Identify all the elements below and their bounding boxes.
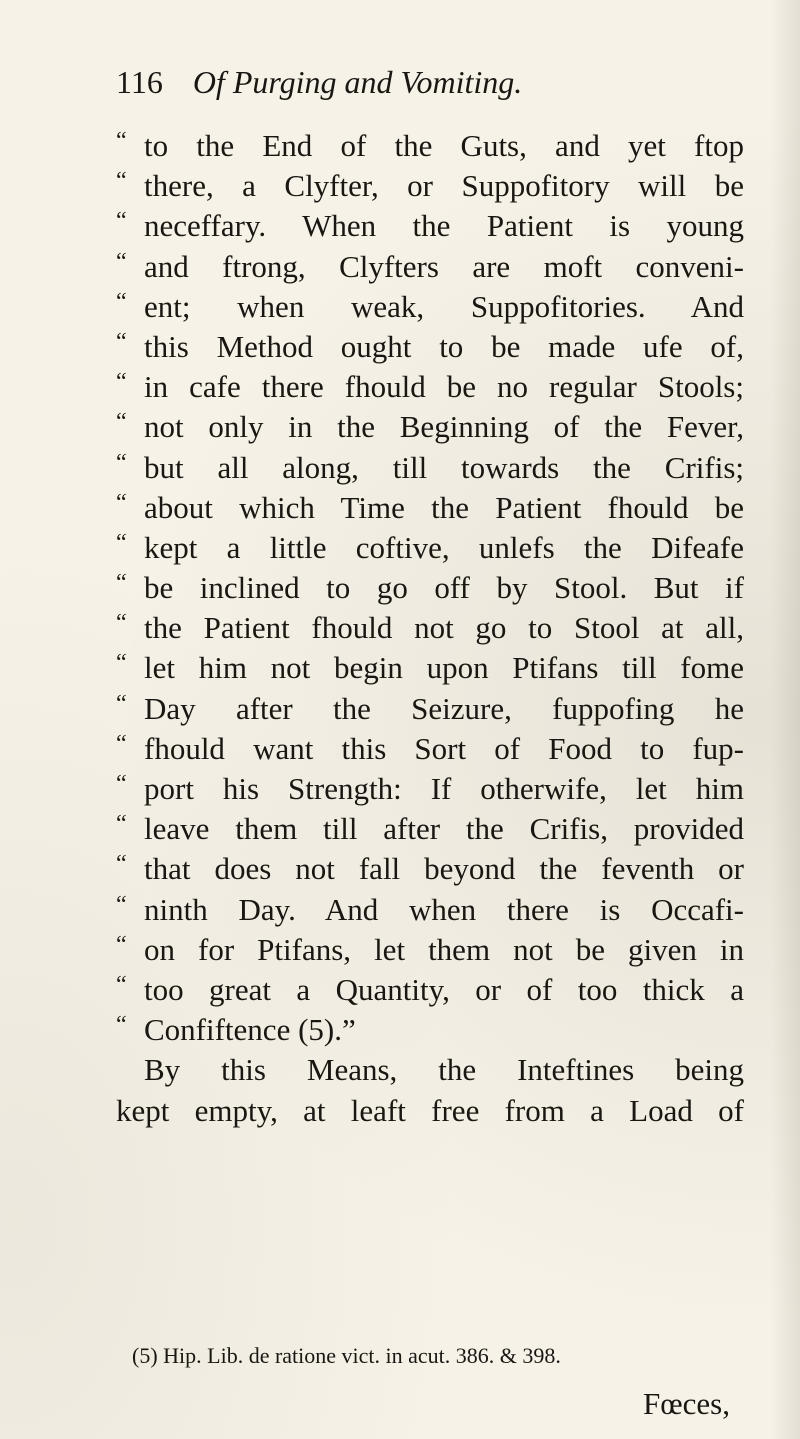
quote-mark: “ — [116, 288, 127, 315]
text-line: “ leave them till after the Crifis, provided — [116, 809, 744, 849]
quote-mark: “ — [116, 811, 127, 838]
text-line: “ to the End of the Guts, and yet ftop — [116, 126, 744, 166]
text-line: “ on for Ptifans, let them not be given in — [116, 930, 744, 970]
text-line: “ there, a Clyfter, or Suppofitory will be — [116, 166, 744, 206]
quote-mark: “ — [116, 891, 127, 918]
text-line: “ not only in the Beginning of the Fever, — [116, 407, 744, 447]
quote-mark: “ — [116, 409, 127, 436]
text-line: “ fhould want this Sort of Food to fup- — [116, 729, 744, 769]
quote-mark: “ — [116, 690, 127, 717]
text-line: “ that does not fall beyond the feventh or — [116, 849, 744, 889]
footnote: (5) Hip. Lib. de ratione vict. in acut. 386. & 398. — [132, 1343, 561, 1368]
page-number: 116 — [116, 64, 163, 100]
text-line: “ this Method ought to be made ufe of, — [116, 327, 744, 367]
text-line: “ Confiftence (5).” — [116, 1010, 744, 1050]
quote-mark: “ — [116, 1012, 127, 1039]
text-line: “ Day after the Seizure, fuppofing he — [116, 689, 744, 729]
running-title: Of Purging and Vomiting. — [192, 64, 523, 100]
quote-mark: “ — [116, 771, 127, 797]
quote-mark: “ — [116, 851, 127, 878]
quote-mark: “ — [116, 128, 127, 154]
quote-mark: “ — [116, 570, 127, 597]
page-header — [116, 64, 522, 101]
text-line: “ the Patient fhould not go to Stool at all, — [116, 608, 744, 648]
text-line: “ and ftrong, Clyfters are moft conveni- — [116, 247, 744, 287]
text-line: “ in cafe there fhould be no regular Stools; — [116, 367, 744, 407]
quote-mark: “ — [116, 248, 127, 275]
quote-mark: “ — [116, 449, 127, 476]
quote-mark: “ — [116, 529, 127, 556]
quote-mark: “ — [116, 328, 127, 355]
quote-mark: “ — [116, 610, 127, 637]
paragraph-line: kept empty, at leaft free from a Load of — [116, 1092, 744, 1128]
body-text — [116, 126, 744, 1131]
text-line: “ let him not begin upon Ptifans till fome — [116, 648, 744, 688]
text-line: “ ninth Day. And when there is Occafi- — [116, 890, 744, 930]
quote-mark: “ — [116, 931, 127, 958]
quote-mark: “ — [116, 208, 127, 235]
text-line: “ be inclined to go off by Stool. But if — [116, 568, 744, 608]
quote-mark: “ — [116, 489, 127, 516]
text-line: “ about which Time the Patient fhould be — [116, 488, 744, 528]
text-line: “ too great a Quantity, or of too thick a — [116, 970, 744, 1010]
quote-mark: “ — [116, 650, 127, 677]
quote-mark: “ — [116, 369, 127, 396]
quote-mark: “ — [116, 971, 127, 998]
quote-mark: “ — [116, 730, 127, 757]
page-edge-shadow — [770, 0, 800, 1439]
catchword: Fœces, — [643, 1386, 730, 1421]
text-line: “ neceffary. When the Patient is young — [116, 206, 744, 246]
text-line: “ ent; when weak, Suppofitories. And — [116, 287, 744, 327]
text-line: “ but all along, till towards the Crifis; — [116, 448, 744, 488]
text-line: “ kept a little coftive, unlefs the Difeafe — [116, 528, 744, 568]
text-line: “ port his Strength: If otherwife, let him — [116, 769, 744, 809]
quote-mark: “ — [116, 168, 127, 195]
paragraph-line: By this Means, the Inteftines being — [144, 1052, 744, 1088]
